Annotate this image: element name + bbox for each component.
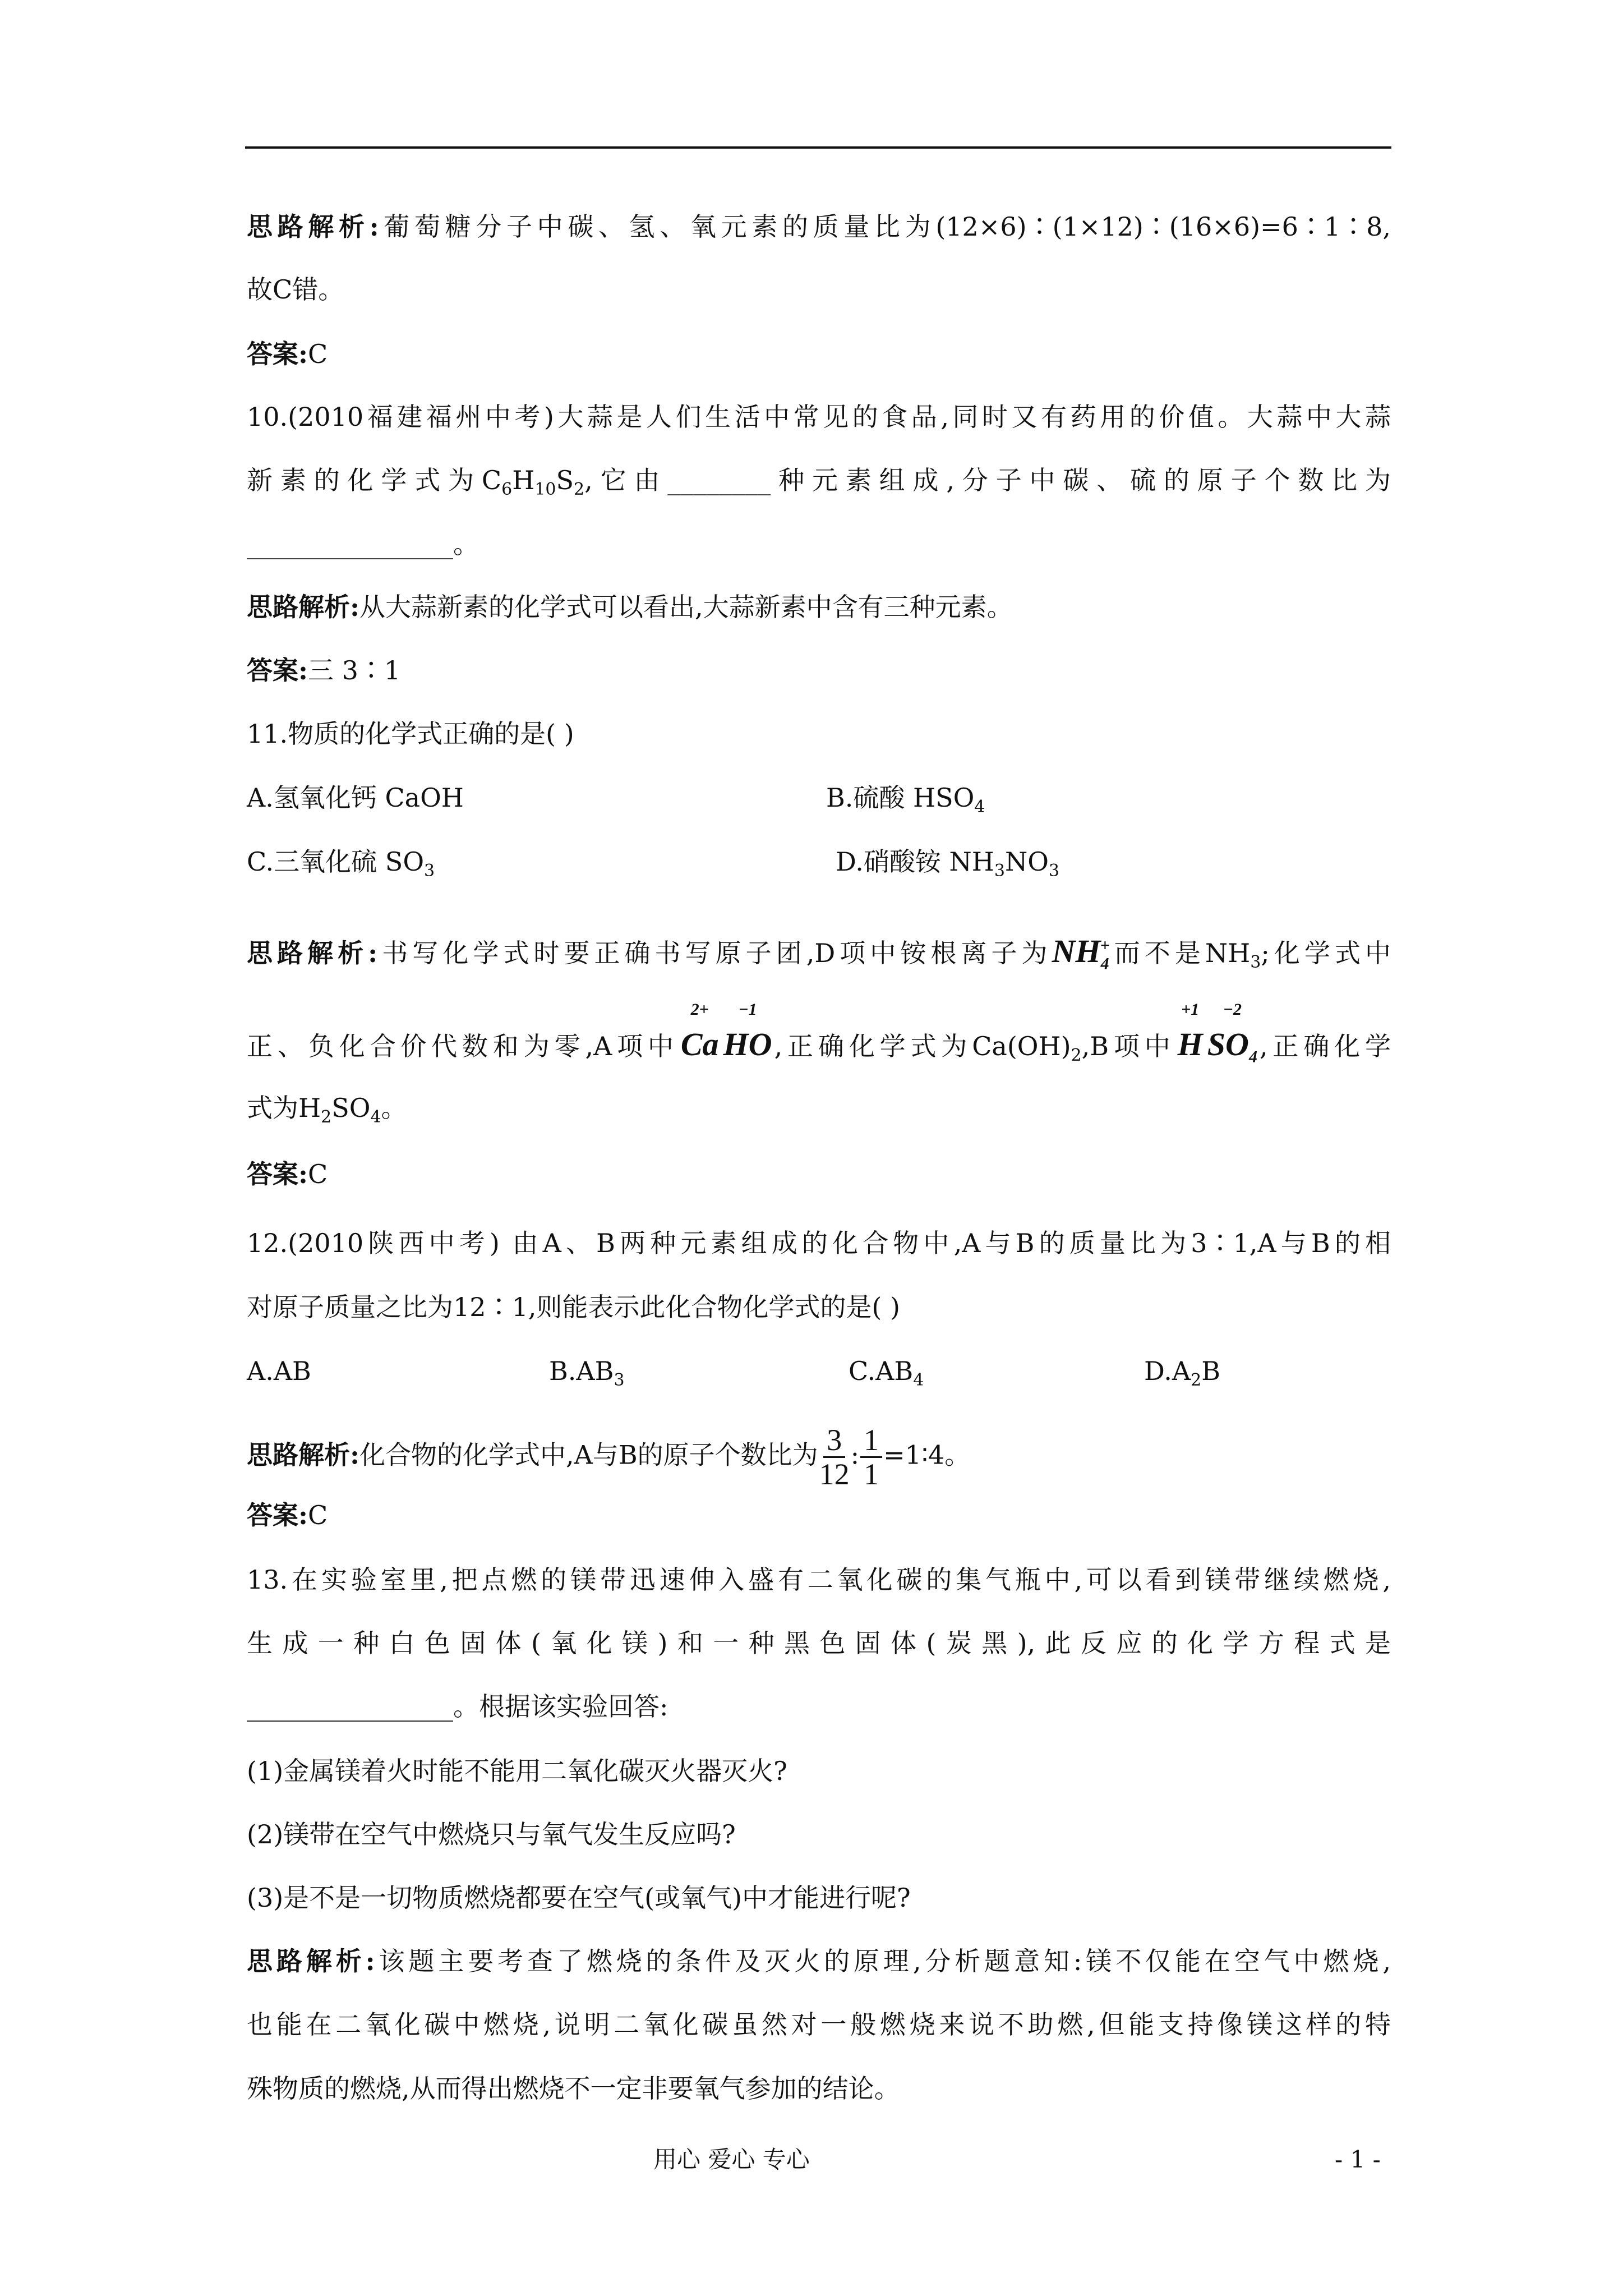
q9-analysis-line2: 故C错。 xyxy=(247,274,344,305)
q10-stem-line1: 10.(2010福建福州中考)大蒜是人们生活中常见的食品,同时又有药用的价值。大蒜中大蒜 xyxy=(247,402,1391,432)
q10-analysis: 思路解析:从大蒜新素的化学式可以看出,大蒜新素中含有三种元素。 xyxy=(247,592,1013,622)
ammonium-ion: $NH_4^+$ xyxy=(1052,933,1110,973)
q11-option-d: D.硝酸铵 $NH_3NO_3$ xyxy=(836,846,1060,881)
q12-stem-line1: 12.(2010陕西中考) 由A、B两种元素组成的化合物中,A与B的质量比为3∶1,A与B的相 xyxy=(247,1228,1391,1258)
q11-answer: 答案:C xyxy=(247,1159,328,1189)
q11-analysis-line1: 思路解析:书写化学式时要正确书写原子团,D项中铵根离子为$NH_4^+$而不是$NH_3$;化学式中 xyxy=(247,933,1391,973)
q10-stem-line2: 新素的化学式为$C_6H_{10}S_2$,它由________种元素组成,分子中碳、硫的原子个数比为 xyxy=(247,465,1391,500)
q12-stem-line2: 对原子质量之比为12∶1,则能表示此化合物化学式的是( ) xyxy=(247,1292,900,1322)
q13-stem-line3: ________________。根据该实验回答: xyxy=(247,1691,668,1722)
fraction-1-1: $\frac{1}{1}$ xyxy=(860,1424,882,1490)
q13-stem-line2: 生成一种白色固体(氧化镁)和一种黑色固体(炭黑),此反应的化学方程式是 xyxy=(247,1628,1391,1658)
q9-answer: 答案:C xyxy=(247,339,328,369)
q12-analysis: 思路解析:化合物的化学式中,A与B的原子个数比为 $\frac{3}{12}$ : $\frac{1}{1}$ =1∶4。 xyxy=(247,1423,971,1491)
q13-subquestion-3: (3)是不是一切物质燃烧都要在空气(或氧气)中才能进行呢? xyxy=(247,1883,911,1913)
fraction-3-12: $\frac{3}{12}$ xyxy=(819,1423,850,1491)
valence-ho: −1 HO xyxy=(723,1000,772,1062)
q11-stem: 11.物质的化学式正确的是( ) xyxy=(247,719,574,749)
valence-so4: −2 $SO_4$ xyxy=(1207,1000,1257,1066)
q12-answer: 答案:C xyxy=(247,1500,328,1530)
page-number: - 1 - xyxy=(1335,2146,1381,2173)
q13-subquestion-2: (2)镁带在空气中燃烧只与氧气发生反应吗? xyxy=(247,1819,736,1849)
q12-option-c: $C.AB_4$ xyxy=(849,1356,924,1391)
q13-analysis-line2: 也能在二氧化碳中燃烧,说明二氧化碳虽然对一般燃烧来说不助燃,但能支持像镁这样的特 xyxy=(247,2009,1391,2040)
q13-analysis-line1: 思路解析:该题主要考查了燃烧的条件及灭火的原理,分析题意知:镁不仅能在空气中燃烧, xyxy=(247,1946,1391,1976)
formula-c6h10s2: $C_6H_{10}S_2$ xyxy=(481,465,585,500)
q9-analysis-line1: 思路解析:葡萄糖分子中碳、氢、氧元素的质量比为(12×6)∶(1×12)∶(16×6)=6∶1∶8, xyxy=(247,211,1391,242)
valence-h: +1 H xyxy=(1177,1000,1203,1062)
q13-analysis-line3: 殊物质的燃烧,从而得出燃烧不一定非要氧气参加的结论。 xyxy=(247,2073,900,2104)
q11-option-c: C.三氧化硫 $SO_3$ xyxy=(247,846,435,881)
q11-analysis-line3: 式为$H_2SO_4$。 xyxy=(247,1093,407,1128)
q12-option-d: $D.A_2B$ xyxy=(1144,1356,1220,1391)
q11-option-a: A.氢氧化钙 CaOH xyxy=(247,783,464,813)
q11-option-b: B.硫酸 $HSO_4$ xyxy=(826,783,985,817)
q11-analysis-line2: 正、负化合价代数和为零,A项中 2+ Ca −1 HO,正确化学式为$Ca(OH)_2,B$项中 +1 H −2 $SO_4$,正确化学 xyxy=(247,1000,1391,1066)
q10-stem-line3: ________________。 xyxy=(247,529,479,559)
q13-subquestion-1: (1)金属镁着火时能不能用二氧化碳灭火器灭火? xyxy=(247,1756,787,1786)
q13-stem-line1: 13.在实验室里,把点燃的镁带迅速伸入盛有二氧化碳的集气瓶中,可以看到镁带继续燃烧, xyxy=(247,1565,1391,1595)
valence-ca: 2+ Ca xyxy=(680,1000,719,1062)
q10-answer: 答案:三 3∶1 xyxy=(247,655,401,685)
footer-motto: 用心 爱心 专心 xyxy=(653,2146,810,2173)
q12-option-b: $B.AB_3$ xyxy=(549,1356,625,1391)
q12-option-a: A.AB xyxy=(247,1356,311,1386)
header-rule xyxy=(245,146,1391,149)
